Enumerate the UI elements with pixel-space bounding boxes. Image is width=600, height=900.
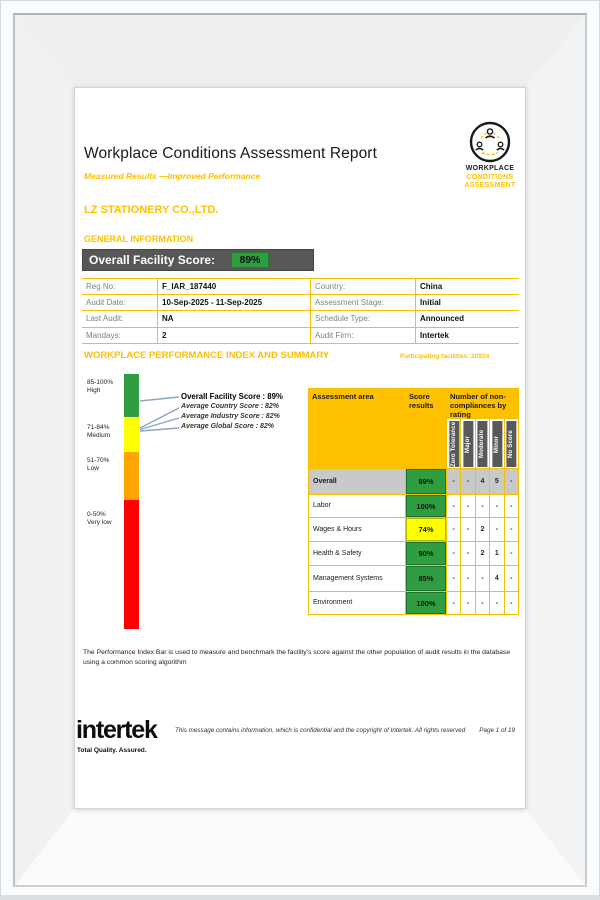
page-number: Page 1 of 19 [479,727,515,734]
info-value: F_IAR_187440 [157,278,310,295]
summary-row-area: Labor [309,495,406,518]
index-bar-segment-low [124,452,139,500]
info-value: Intertek [415,328,519,345]
company-name: LZ STATIONERY CO.,LTD. [84,204,219,216]
participating-facilities: Participating facilities: 20934 [400,353,490,360]
summary-row-score: 74% [406,518,447,542]
summary-count: 1 [490,542,504,566]
summary-count: - [447,495,461,518]
summary-header-area: Assessment area [309,389,406,469]
summary-count: - [490,518,504,542]
annotation-industry-score: Average Industry Score : 82% [181,413,280,420]
index-bar-segment-verylow [124,500,139,629]
info-value: Announced [415,311,519,328]
confidentiality-notice: This message contains information, which is confidential and the copyright of Intertek. All rights reserved [175,727,466,734]
overall-facility-score-label: Overall Facility Score: [89,253,216,267]
info-label: Mandays: [82,328,157,345]
page-title: Workplace Conditions Assessment Report [84,145,377,162]
info-value: NA [157,311,310,328]
footer-line [175,727,515,734]
summary-row-score: 85% [406,566,447,592]
summary-count: - [461,542,475,566]
info-label: Audit Firm: [310,328,415,345]
intertek-tagline: Total Quality. Assured. [77,747,147,754]
summary-count: - [476,495,490,518]
wca-logo-line2: CONDITIONS [466,173,514,181]
summary-header-score: Score results [406,389,447,469]
performance-index-note: The Performance Index Bar is used to measure and benchmark the facility's score against the other population of audit results in the database using a common scoring algorithm [83,649,511,667]
summary-count: - [505,495,519,518]
annotation-global-score: Average Global Score : 82% [181,423,274,430]
index-range-medium: 71-84% Medium [87,424,111,439]
info-value: 10-Sep-2025 - 11-Sep-2025 [157,295,310,312]
page-subtitle: Measured Results —Improved Performance [84,171,261,181]
info-label: Assessment Stage: [310,295,415,312]
info-label: Audit Date: [82,295,157,312]
summary-row-score: 100% [406,495,447,518]
summary-row-area: Management Systems [309,566,406,592]
general-information-heading: GENERAL INFORMATION [84,234,194,244]
annotation-overall-score: Overall Facility Score : 89% [181,392,283,401]
summary-count: - [476,592,490,615]
summary-count: - [461,469,475,495]
summary-count: - [476,566,490,592]
summary-count: - [461,518,475,542]
summary-count: - [447,566,461,592]
summary-count: - [461,566,475,592]
index-range-low: 51-70% Low [87,457,110,472]
general-information-table [82,278,519,344]
summary-count: - [490,495,504,518]
info-label: Schedule Type: [310,311,415,328]
summary-count: - [490,592,504,615]
wca-people-circle-icon [452,119,528,165]
summary-count: - [505,592,519,615]
rating-column-minor: Minor [490,419,504,469]
info-value: Initial [415,295,519,312]
summary-count: 5 [490,469,504,495]
summary-count: 4 [476,469,490,495]
rating-column-no-score: No Score [505,419,519,469]
summary-count: - [447,542,461,566]
summary-row-area: Overall [309,469,406,495]
summary-count: - [461,592,475,615]
rating-column-moderate: Moderate [476,419,490,469]
info-label: Reg No: [82,278,157,295]
wca-logo [452,119,528,191]
info-label: Last Audit: [82,311,157,328]
summary-row-score: 100% [406,592,447,615]
info-value: China [415,278,519,295]
summary-count: - [505,469,519,495]
summary-row-score: 90% [406,542,447,566]
index-range-verylow: 0-50% Very low [87,511,112,526]
overall-facility-score-banner [82,249,314,271]
summary-row-area: Environment [309,592,406,615]
summary-table [308,388,519,615]
summary-row-score: 89% [406,469,447,495]
summary-count: - [505,542,519,566]
wca-logo-line1: WORKPLACE [465,165,515,172]
summary-count: - [447,518,461,542]
summary-count: 2 [476,518,490,542]
overall-facility-score-value: 89% [231,252,269,268]
intertek-logo: intertek [76,716,157,744]
summary-header-noncompliance: Number of non-compliances by rating [447,389,519,419]
summary-count: - [505,518,519,542]
summary-count: 2 [476,542,490,566]
report-page [75,88,525,808]
annotation-country-score: Average Country Score : 82% [181,403,280,410]
info-label: Country: [310,278,415,295]
performance-section-heading: WORKPLACE PERFORMANCE INDEX AND SUMMARY [84,350,330,361]
index-range-high: 85-100% High [87,379,114,394]
rating-column-zero-tolerance: Zero Tolerance [447,419,461,469]
rating-column-major: Major [461,419,475,469]
summary-count: - [447,592,461,615]
summary-count: - [447,469,461,495]
summary-count: 4 [490,566,504,592]
info-value: 2 [157,328,310,345]
wca-logo-line3: ASSESSMENT [464,182,516,189]
summary-row-area: Health & Safety [309,542,406,566]
summary-count: - [505,566,519,592]
summary-count: - [461,495,475,518]
summary-row-area: Wages & Hours [309,518,406,542]
